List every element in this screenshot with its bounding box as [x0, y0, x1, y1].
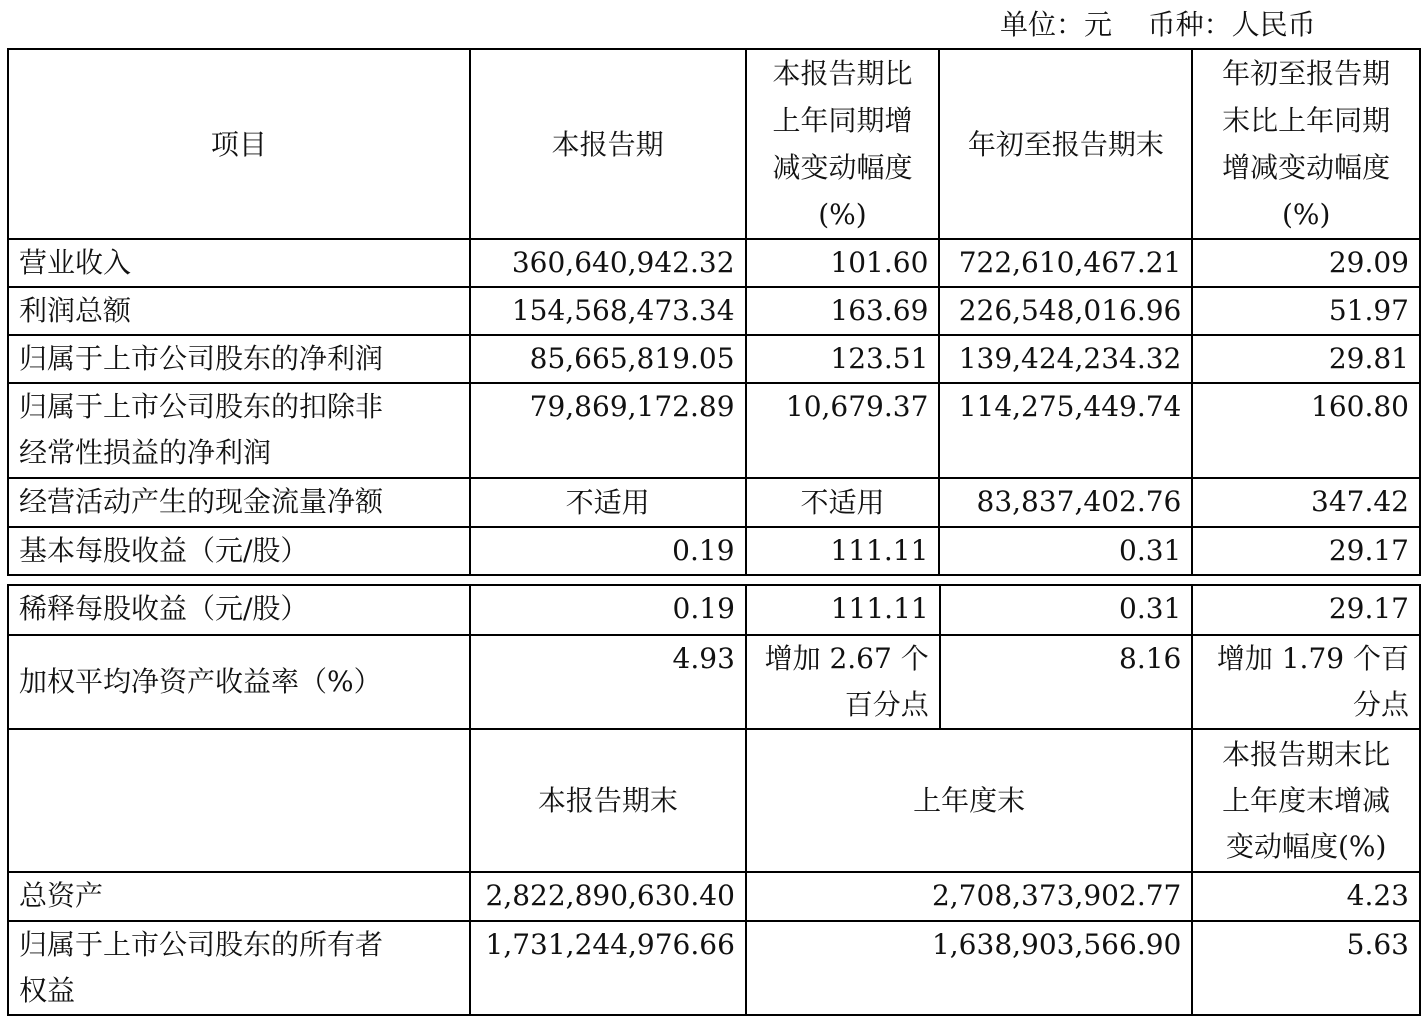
cell-value: 增加 1.79 个百 分点 — [1192, 635, 1420, 729]
row-label: 总资产 — [8, 872, 470, 921]
row-label: 归属于上市公司股东的扣除非 经常性损益的净利润 — [8, 383, 470, 478]
header-period-end: 本报告期末 — [470, 729, 746, 872]
cell-value: 5.63 — [1192, 921, 1420, 1015]
cell-value: 增加 2.67 个 百分点 — [746, 635, 940, 729]
header-current-yoy-change: 本报告期比 上年同期增 减变动幅度 (%) — [746, 49, 940, 239]
cell-value: 4.93 — [470, 635, 746, 729]
cell-value: 29.09 — [1192, 239, 1420, 287]
table-row — [8, 478, 1420, 527]
table-row — [8, 383, 1420, 478]
cell-value: 2,822,890,630.40 — [470, 872, 746, 921]
cell-value: 2,708,373,902.77 — [746, 872, 1192, 921]
cell-value: 79,869,172.89 — [470, 383, 746, 478]
cell-value: 139,424,234.32 — [939, 335, 1192, 383]
header-ytd: 年初至报告期末 — [939, 49, 1192, 239]
header-blank — [8, 729, 470, 872]
header-ytd-yoy-change: 年初至报告期 末比上年同期 增减变动幅度 (%) — [1192, 49, 1420, 239]
header-prior-year-end: 上年度末 — [746, 729, 1192, 872]
balance-header-row — [8, 729, 1420, 872]
table-row — [8, 585, 1420, 635]
row-label: 归属于上市公司股东的所有者 权益 — [8, 921, 470, 1015]
cell-value: 226,548,016.96 — [939, 287, 1192, 335]
row-label: 稀释每股收益（元/股） — [8, 585, 470, 635]
cell-value: 123.51 — [746, 335, 940, 383]
cell-value: 160.80 — [1192, 383, 1420, 478]
cell-value: 111.11 — [746, 585, 940, 635]
row-label: 加权平均净资产收益率（%） — [8, 635, 470, 729]
table-row — [8, 287, 1420, 335]
row-label: 营业收入 — [8, 239, 470, 287]
cell-value: 不适用 — [746, 478, 940, 527]
cell-value: 51.97 — [1192, 287, 1420, 335]
cell-value: 347.42 — [1192, 478, 1420, 527]
cell-value: 85,665,819.05 — [470, 335, 746, 383]
row-label: 基本每股收益（元/股） — [8, 527, 470, 575]
cell-value: 29.17 — [1192, 585, 1420, 635]
table-row — [8, 635, 1420, 729]
cell-value: 0.31 — [940, 585, 1193, 635]
cell-value: 不适用 — [470, 478, 746, 527]
cell-value: 154,568,473.34 — [470, 287, 746, 335]
cell-value: 0.19 — [470, 527, 746, 575]
cell-value: 8.16 — [940, 635, 1193, 729]
cell-value: 29.17 — [1192, 527, 1420, 575]
cell-value: 83,837,402.76 — [939, 478, 1192, 527]
unit-currency-note: 单位：元 币种：人民币 — [1000, 8, 1316, 41]
cell-value: 111.11 — [746, 527, 940, 575]
row-label: 归属于上市公司股东的净利润 — [8, 335, 470, 383]
cell-value: 1,731,244,976.66 — [470, 921, 746, 1015]
cell-value: 114,275,449.74 — [939, 383, 1192, 478]
cell-value: 360,640,942.32 — [470, 239, 746, 287]
table-row — [8, 872, 1420, 921]
cell-value: 29.81 — [1192, 335, 1420, 383]
table-row — [8, 527, 1420, 575]
row-label: 经营活动产生的现金流量净额 — [8, 478, 470, 527]
cell-value: 0.31 — [939, 527, 1192, 575]
cell-value: 4.23 — [1192, 872, 1420, 921]
row-label: 利润总额 — [8, 287, 470, 335]
table-row — [8, 921, 1420, 1015]
cell-value: 1,638,903,566.90 — [746, 921, 1192, 1015]
header-item: 项目 — [8, 49, 470, 239]
table-row — [8, 335, 1420, 383]
financial-table-main — [7, 48, 1421, 576]
cell-value: 722,610,467.21 — [939, 239, 1192, 287]
cell-value: 101.60 — [746, 239, 940, 287]
table-row — [8, 239, 1420, 287]
header-row — [8, 49, 1420, 239]
header-current-period: 本报告期 — [470, 49, 746, 239]
cell-value: 163.69 — [746, 287, 940, 335]
cell-value: 10,679.37 — [746, 383, 940, 478]
cell-value: 0.19 — [470, 585, 746, 635]
financial-table-continued — [7, 584, 1421, 1016]
header-balance-change: 本报告期末比 上年度末增减 变动幅度(%) — [1192, 729, 1420, 872]
